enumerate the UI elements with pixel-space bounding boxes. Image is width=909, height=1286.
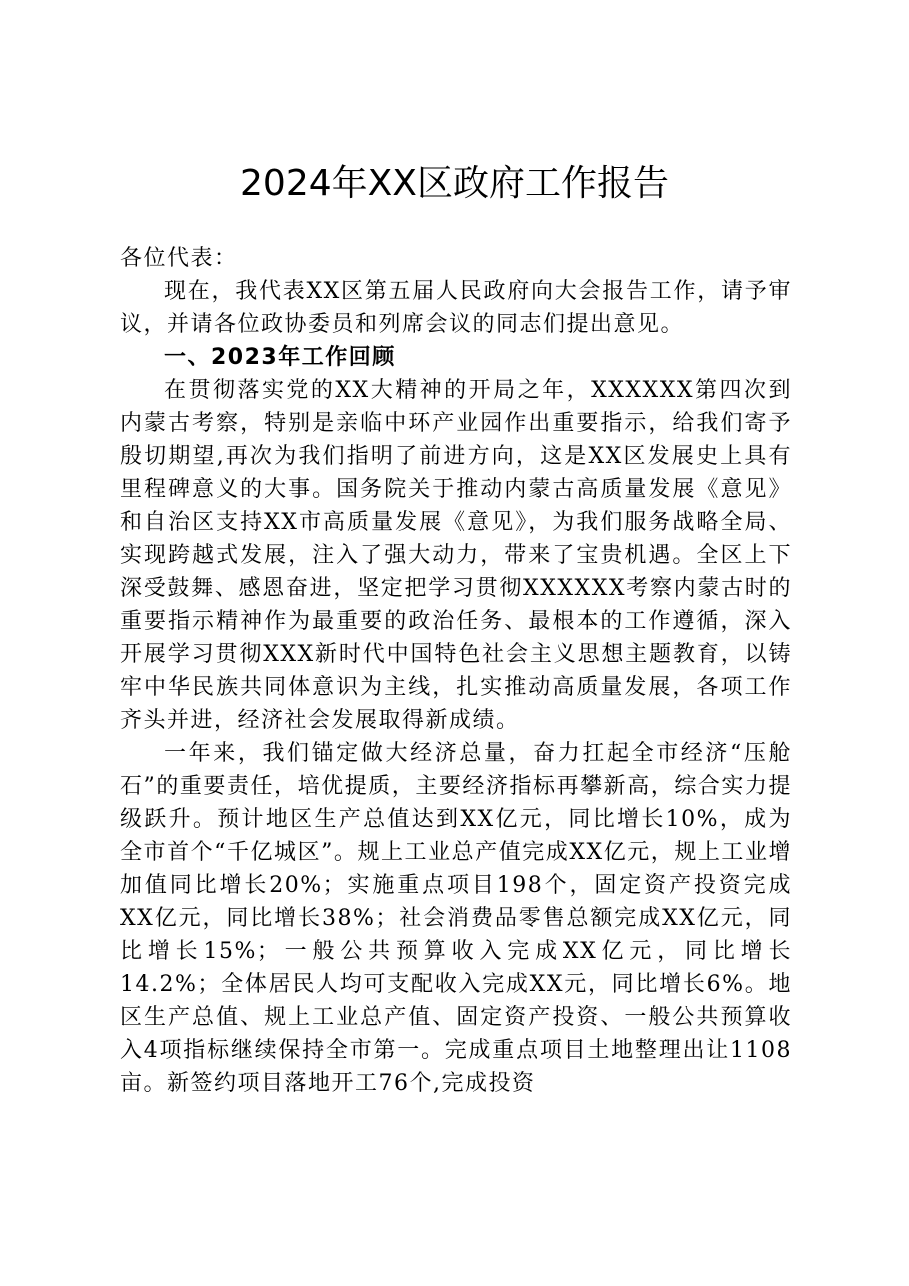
body-paragraph-1: 在贯彻落实党的XX大精神的开局之年，XXXXXX第四次到内蒙古考察，特别是亲临中环产业园作出重要指示，给我们寄予殷切期望,再次为我们指明了前进方向，这是XX区发展史上具有里程碑意义的大事。国务院关于推动内蒙古高质量发展《意见》和自治区支持XX市高质量发展《意见》，为我们服务战略全局、实现跨越式发展，注入了强大动力，带来了宝贵机遇。全区上下深受鼓舞、感恩奋进，坚定把学习贯彻XXXXXX考察内蒙古时的重要指示精神作为最重要的政治任务、最根本的工作遵循，深入开展学习贯彻XXX新时代中国特色社会主义思想主题教育，以铸牢中华民族共同体意识为主线，扎实推动高质量发展，各项工作齐头并进，经济社会发展取得新成绩。 <box>120 378 792 733</box>
document-body <box>120 242 792 1100</box>
section-heading: 一、2023年工作回顾 <box>164 345 396 370</box>
intro-paragraph: 现在，我代表XX区第五届人民政府向大会报告工作，请予审议，并请各位政协委员和列席会议的同志们提出意见。 <box>120 279 792 337</box>
salutation: 各位代表： <box>120 246 238 271</box>
body-paragraph-2: 一年来，我们锚定做大经济总量，奋力扛起全市经济“压舱石”的重要责任，培优提质，主要经济指标再攀新高，综合实力提级跃升。预计地区生产总值达到XX亿元，同比增长10%，成为全市首个“千亿城区”。规上工业总产值完成XX亿元，规上工业增加值同比增长20%；实施重点项目198个，固定资产投资完成XX亿元，同比增长38%；社会消费品零售总额完成XX亿元，同比增长15%；一般公共预算收入完成XX亿元，同比增长14.2%；全体居民人均可支配收入完成XX元，同比增长6%。地区生产总值、规上工业总产值、固定资产投资、一般公共预算收入4项指标继续保持全市第一。完成重点项目土地整理出让1108亩。新签约项目落地开工76个,完成投资 <box>120 741 792 1096</box>
document-title: 2024年XX区政府工作报告 <box>240 163 669 204</box>
